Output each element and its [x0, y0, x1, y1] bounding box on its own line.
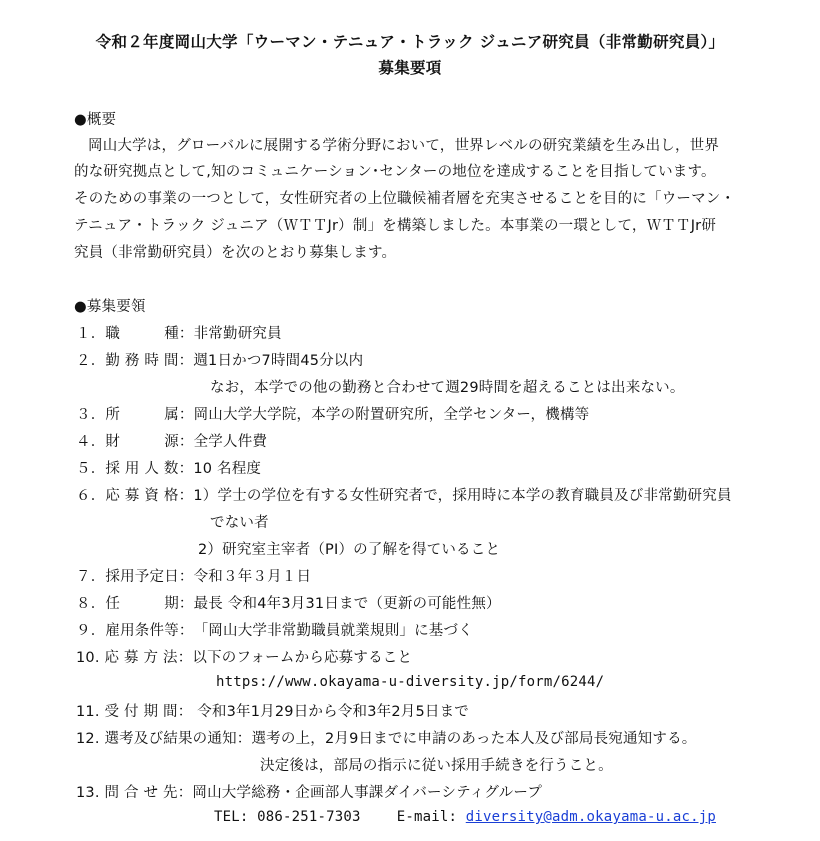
requirements-heading: ●募集要領	[74, 299, 146, 315]
overview-line: テニュア・トラック ジュニア（ＷＴＴJr）制」を構築しました。本事業の一環として，ＷＴＴJr研	[74, 218, 717, 234]
contact-email-label: E-mail:	[396, 809, 458, 825]
req-item-hours-note: なお，本学での他の勤務と合わせて週29時間を超えることは出来ない。	[210, 380, 685, 396]
contact-tel: TEL: 086-251-7303	[214, 809, 361, 825]
req-item-qualification: ６．応 募 資 格：1）学士の学位を有する女性研究者で，採用時に本学の教育職員及び非常勤研究員	[76, 488, 732, 504]
overview-line: 的な研究拠点として,知のコミュニケーション･センターの地位を達成することを目指しています。	[74, 164, 716, 180]
overview-line: 岡山大学は，グローバルに展開する学術分野において，世界レベルの研究業績を生み出し，世界	[88, 138, 720, 154]
req-item-qualification-cont: でない者	[210, 515, 269, 531]
overview-heading: ●概要	[74, 112, 117, 128]
req-item-start-date: ７．採用予定日：令和３年３月１日	[76, 569, 312, 585]
req-item-apply-method: 10. 応 募 方 法：以下のフォームから応募すること	[76, 650, 413, 666]
apply-form-url[interactable]: https://www.okayama-u-diversity.jp/form/6244/	[216, 674, 605, 690]
req-item-conditions: ９．雇用条件等：「岡山大学非常勤職員就業規則」に基づく	[76, 623, 473, 639]
req-item-job: １．職 種：非常勤研究員	[76, 326, 282, 342]
contact-line	[214, 809, 716, 825]
req-item-hours: ２．勤 務 時 間：週1日かつ7時間45分以内	[76, 353, 364, 369]
page-subtitle: 募集要項	[378, 59, 442, 77]
req-item-funding: ４．財 源：全学人件費	[76, 434, 268, 450]
req-item-notification-cont: 決定後は，部局の指示に従い採用手続きを行うこと。	[260, 758, 613, 774]
req-item-notification: 12. 選考及び結果の通知：選考の上，2月9日までに申請のあった本人及び部局長宛通知する。	[76, 731, 697, 747]
req-item-period: 11. 受 付 期 間： 令和3年1月29日から令和3年2月5日まで	[76, 704, 469, 720]
page-title: 令和２年度岡山大学「ウーマン・テニュア・トラック ジュニア研究員（非常勤研究員）」	[95, 33, 725, 51]
overview-line: そのための事業の一つとして，女性研究者の上位職候補者層を充実させることを目的に「ウーマン・	[74, 191, 736, 207]
contact-email-link[interactable]: diversity@adm.okayama-u.ac.jp	[465, 809, 716, 825]
req-item-term: ８．任 期：最長 令和4年3月31日まで（更新の可能性無）	[76, 596, 501, 612]
req-item-affiliation: ３．所 属：岡山大学大学院，本学の附置研究所，全学センター，機構等	[76, 407, 590, 423]
req-item-qualification-2: 2）研究室主宰者（PI）の了解を得ていること	[198, 542, 501, 558]
req-item-contact: 13. 問 合 せ 先：岡山大学総務・企画部人事課ダイバーシティグループ	[76, 785, 543, 801]
req-item-headcount: ５．採 用 人 数：10 名程度	[76, 461, 262, 477]
overview-line: 究員（非常勤研究員）を次のとおり募集します。	[74, 245, 397, 261]
